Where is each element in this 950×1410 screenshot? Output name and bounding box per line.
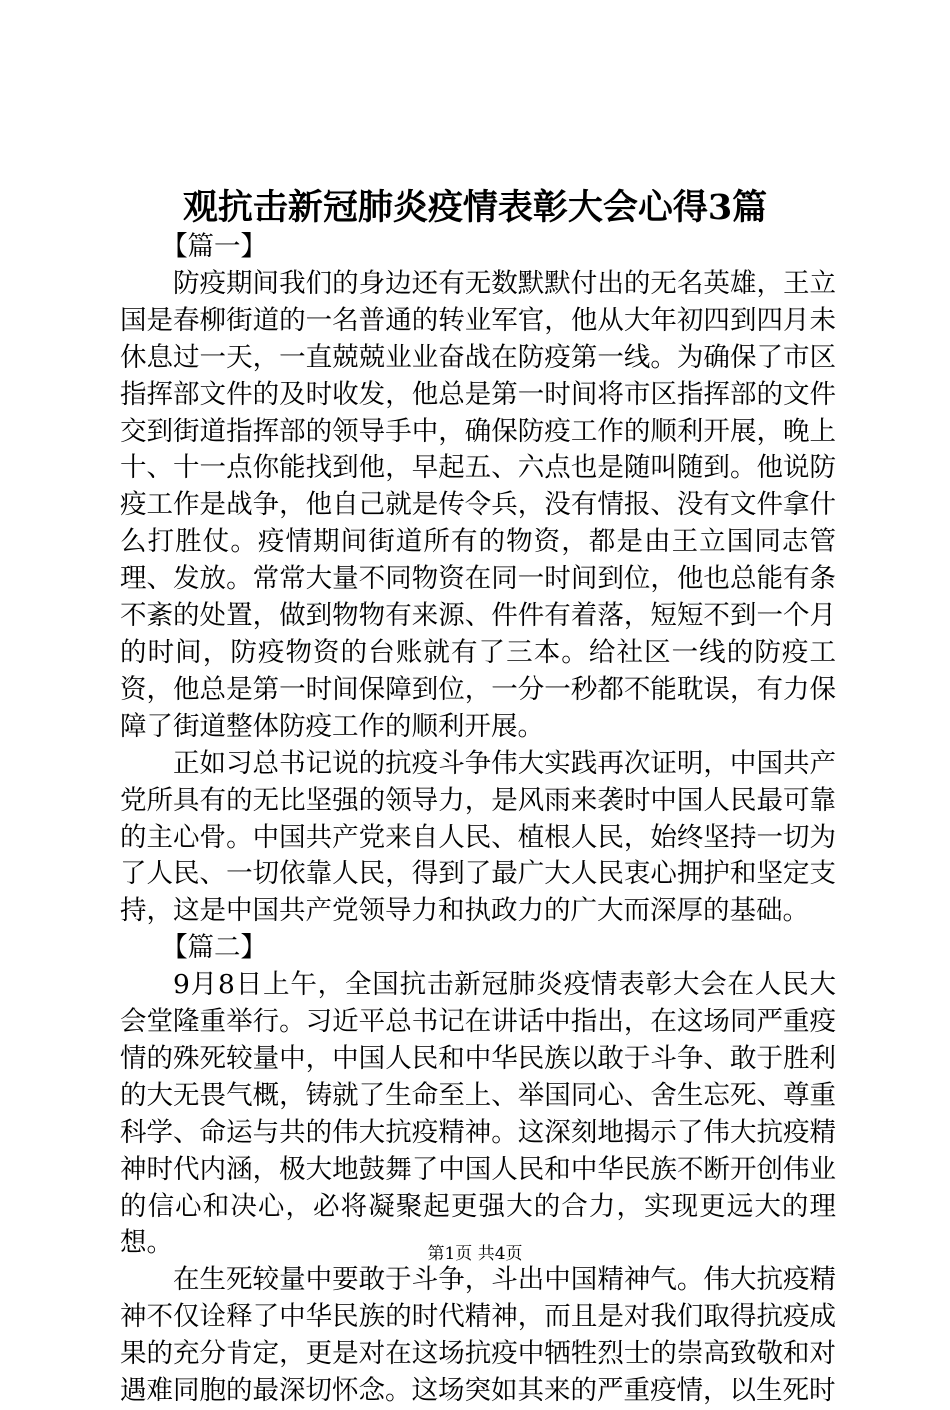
section-1-paragraph-1: 防疫期间我们的身边还有无数默默付出的无名英雄，王立国是春柳街道的一名普通的转业军官，他从大年初四到四月未休息过一天，一直兢兢业业奋战在防疫第一线。为确保了市区指挥部文件的及时收发，他总是第一时间将市区指挥部的文件交到街道指挥部的领导手中，确保防疫工作的顺利开展，晚上十、十一点你能找到他，早起五、六点也是随叫随到。他说防疫工作是战争，他自己就是传令兵，没有情报、没有文件拿什么打胜仗。疫情期间街道所有的物资，都是由王立国同志管理、发放。常常大量不同物资在同一时间到位，他也总能有条不紊的处置，做到物物有来源、件件有着落，短短不到一个月的时间，防疫物资的台账就有了三本。给社区一线的防疫工资，他总是第一时间保障到位，一分一秒都不能耽误，有力保障了街道整体防疫工作的顺利开展。 [120,267,836,742]
section-2-paragraph-2: 在生死较量中要敢于斗争，斗出中国精神气。伟大抗疫精神不仅诠释了中华民族的时代精神，而且是对我们取得抗疫成果的充分肯定，更是对在这场抗疫中牺牲烈士的崇高致敬和对遇难同胞的最深切怀念。这场突如其来的严重疫情，以生死时 [120,1264,836,1407]
section-heading-2: 【篇二】 [161,932,268,964]
page-footer: 第1页 共4页 [427,1244,523,1264]
document-title: 观抗击新冠肺炎疫情表彰大会心得3篇 [182,187,768,228]
document-body [120,229,836,1410]
section-heading-1: 【篇一】 [161,231,268,262]
section-2-paragraph-1: 9月8日上午，全国抗击新冠肺炎疫情表彰大会在人民大会堂隆重举行。习近平总书记在讲话中指出，在这场同严重疫情的殊死较量中，中国人民和中华民族以敢于斗争、敢于胜利的大无畏气概，铸就了生命至上、举国同心、舍生忘死、尊重科学、命运与共的伟大抗疫精神。这深刻地揭示了伟大抗疫精神时代内涵，极大地鼓舞了中国人民和中华民族不断开创伟业的信心和决心，必将凝聚起更强大的合力，实现更远大的理想。 [120,969,836,1259]
section-1-paragraph-2: 正如习总书记说的抗疫斗争伟大实践再次证明，中国共产党所具有的无比坚强的领导力，是风雨来袭时中国人民最可靠的主心骨。中国共产党来自人民、植根人民，始终坚持一切为了人民、一切依靠人民，得到了最广大人民衷心拥护和坚定支持，这是中国共产党领导力和执政力的广大而深厚的基础。 [120,747,836,927]
